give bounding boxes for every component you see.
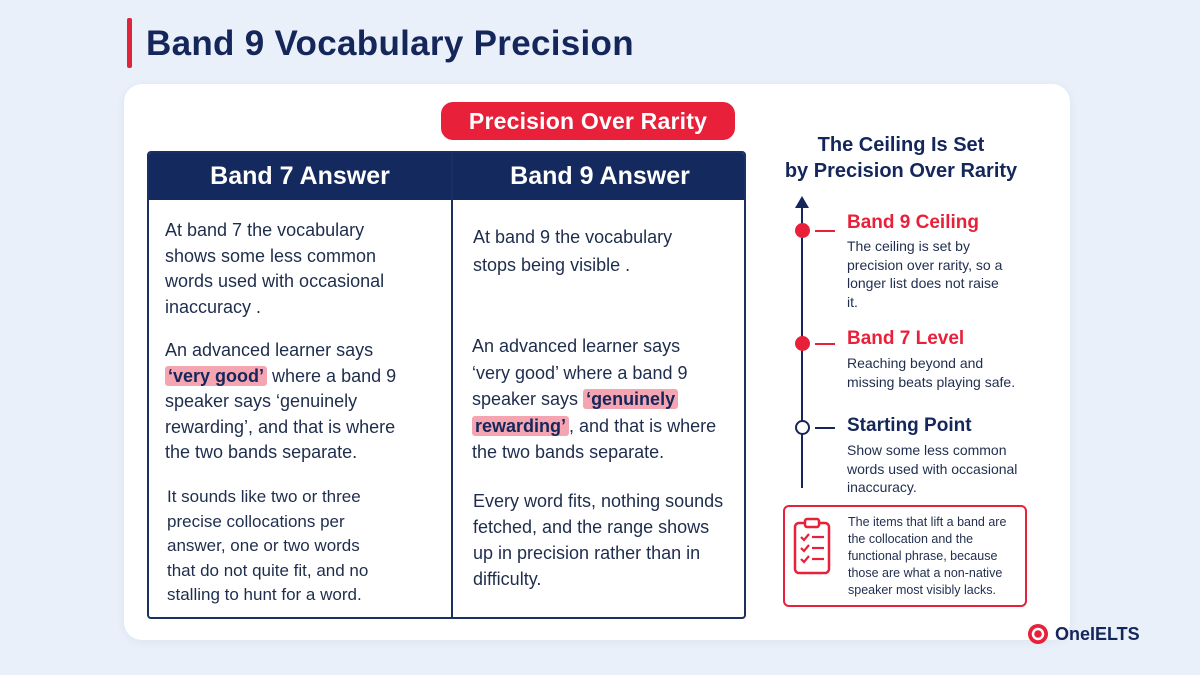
level-band-7-title: Band 7 Level bbox=[847, 328, 965, 349]
starting-point-connector bbox=[815, 427, 835, 429]
band-7-marker-icon bbox=[795, 336, 810, 351]
scale-title-line-2: by Precision Over Rarity bbox=[784, 160, 1018, 182]
band-7-heading: Band 7 Answer bbox=[149, 153, 451, 200]
level-starting-point-desc: Show some less common words used with occasional inaccuracy. bbox=[847, 442, 1018, 495]
title-accent-bar bbox=[127, 18, 132, 68]
band-7-paragraph-3: It sounds like two or three precise collocations per answer, one or two words that do not quite fit, and no stalling to hunt for a word. bbox=[167, 487, 369, 604]
scale-title-line-1: The Ceiling Is Set bbox=[817, 134, 985, 156]
brand-name: OneIELTS bbox=[1055, 623, 1140, 644]
note-text: The items that lift a band are the collocation and the functional phrase, because those are what a non-native speaker most visibly lacks. bbox=[848, 515, 1007, 597]
precision-banner: Precision Over Rarity bbox=[441, 102, 735, 140]
band-9-paragraph-1: At band 9 the vocabulary stops being visible . bbox=[473, 227, 673, 275]
column-divider bbox=[451, 153, 453, 619]
clipboard-checklist-icon bbox=[793, 517, 833, 577]
band-7-paragraph-1: At band 7 the vocabulary shows some less common words used with occasional inaccuracy . bbox=[165, 220, 385, 317]
band-9-heading: Band 9 Answer bbox=[452, 153, 746, 200]
page-title: Band 9 Vocabulary Precision bbox=[146, 24, 634, 63]
band-9-paragraph-2 bbox=[472, 333, 722, 466]
band-7-connector bbox=[815, 343, 835, 345]
band-7-p2-post: where a band 9 speaker says ‘genuinely rewarding’, and that is where the two bands separate. bbox=[165, 365, 397, 462]
band-9-paragraph-3: Every word fits, nothing sounds fetched, and the range shows up in precision rather than in difficulty. bbox=[473, 491, 724, 589]
level-band-9-title: Band 9 Ceiling bbox=[847, 212, 979, 233]
brand-logo bbox=[1027, 622, 1140, 646]
level-starting-point-title: Starting Point bbox=[847, 415, 972, 436]
band-9-highlight-phrase-1: ‘genuinely bbox=[583, 389, 678, 409]
band-9-marker-icon bbox=[795, 223, 810, 238]
band-9-p2-post: , and that is where the two bands separate. bbox=[472, 415, 717, 462]
band-7-p2-pre: An advanced learner says bbox=[165, 340, 374, 360]
arrow-up-icon bbox=[795, 196, 809, 208]
level-band-7-desc: Reaching beyond and missing beats playing safe. bbox=[847, 355, 1016, 390]
scale-title bbox=[770, 132, 1032, 184]
band-9-highlight-phrase-2: rewarding’ bbox=[472, 416, 569, 436]
oneielts-logo-icon bbox=[1027, 623, 1049, 645]
starting-point-marker-icon bbox=[795, 420, 810, 435]
band-9-connector bbox=[815, 230, 835, 232]
band-7-highlight-phrase: ‘very good’ bbox=[165, 366, 267, 386]
level-band-9-desc: The ceiling is set by precision over rarity, so a longer list does not raise it. bbox=[847, 238, 1003, 310]
band-9-p2-pre: An advanced learner says ‘very good’ where a band 9 speaker says bbox=[472, 336, 688, 409]
band-7-paragraph-2 bbox=[165, 338, 405, 466]
